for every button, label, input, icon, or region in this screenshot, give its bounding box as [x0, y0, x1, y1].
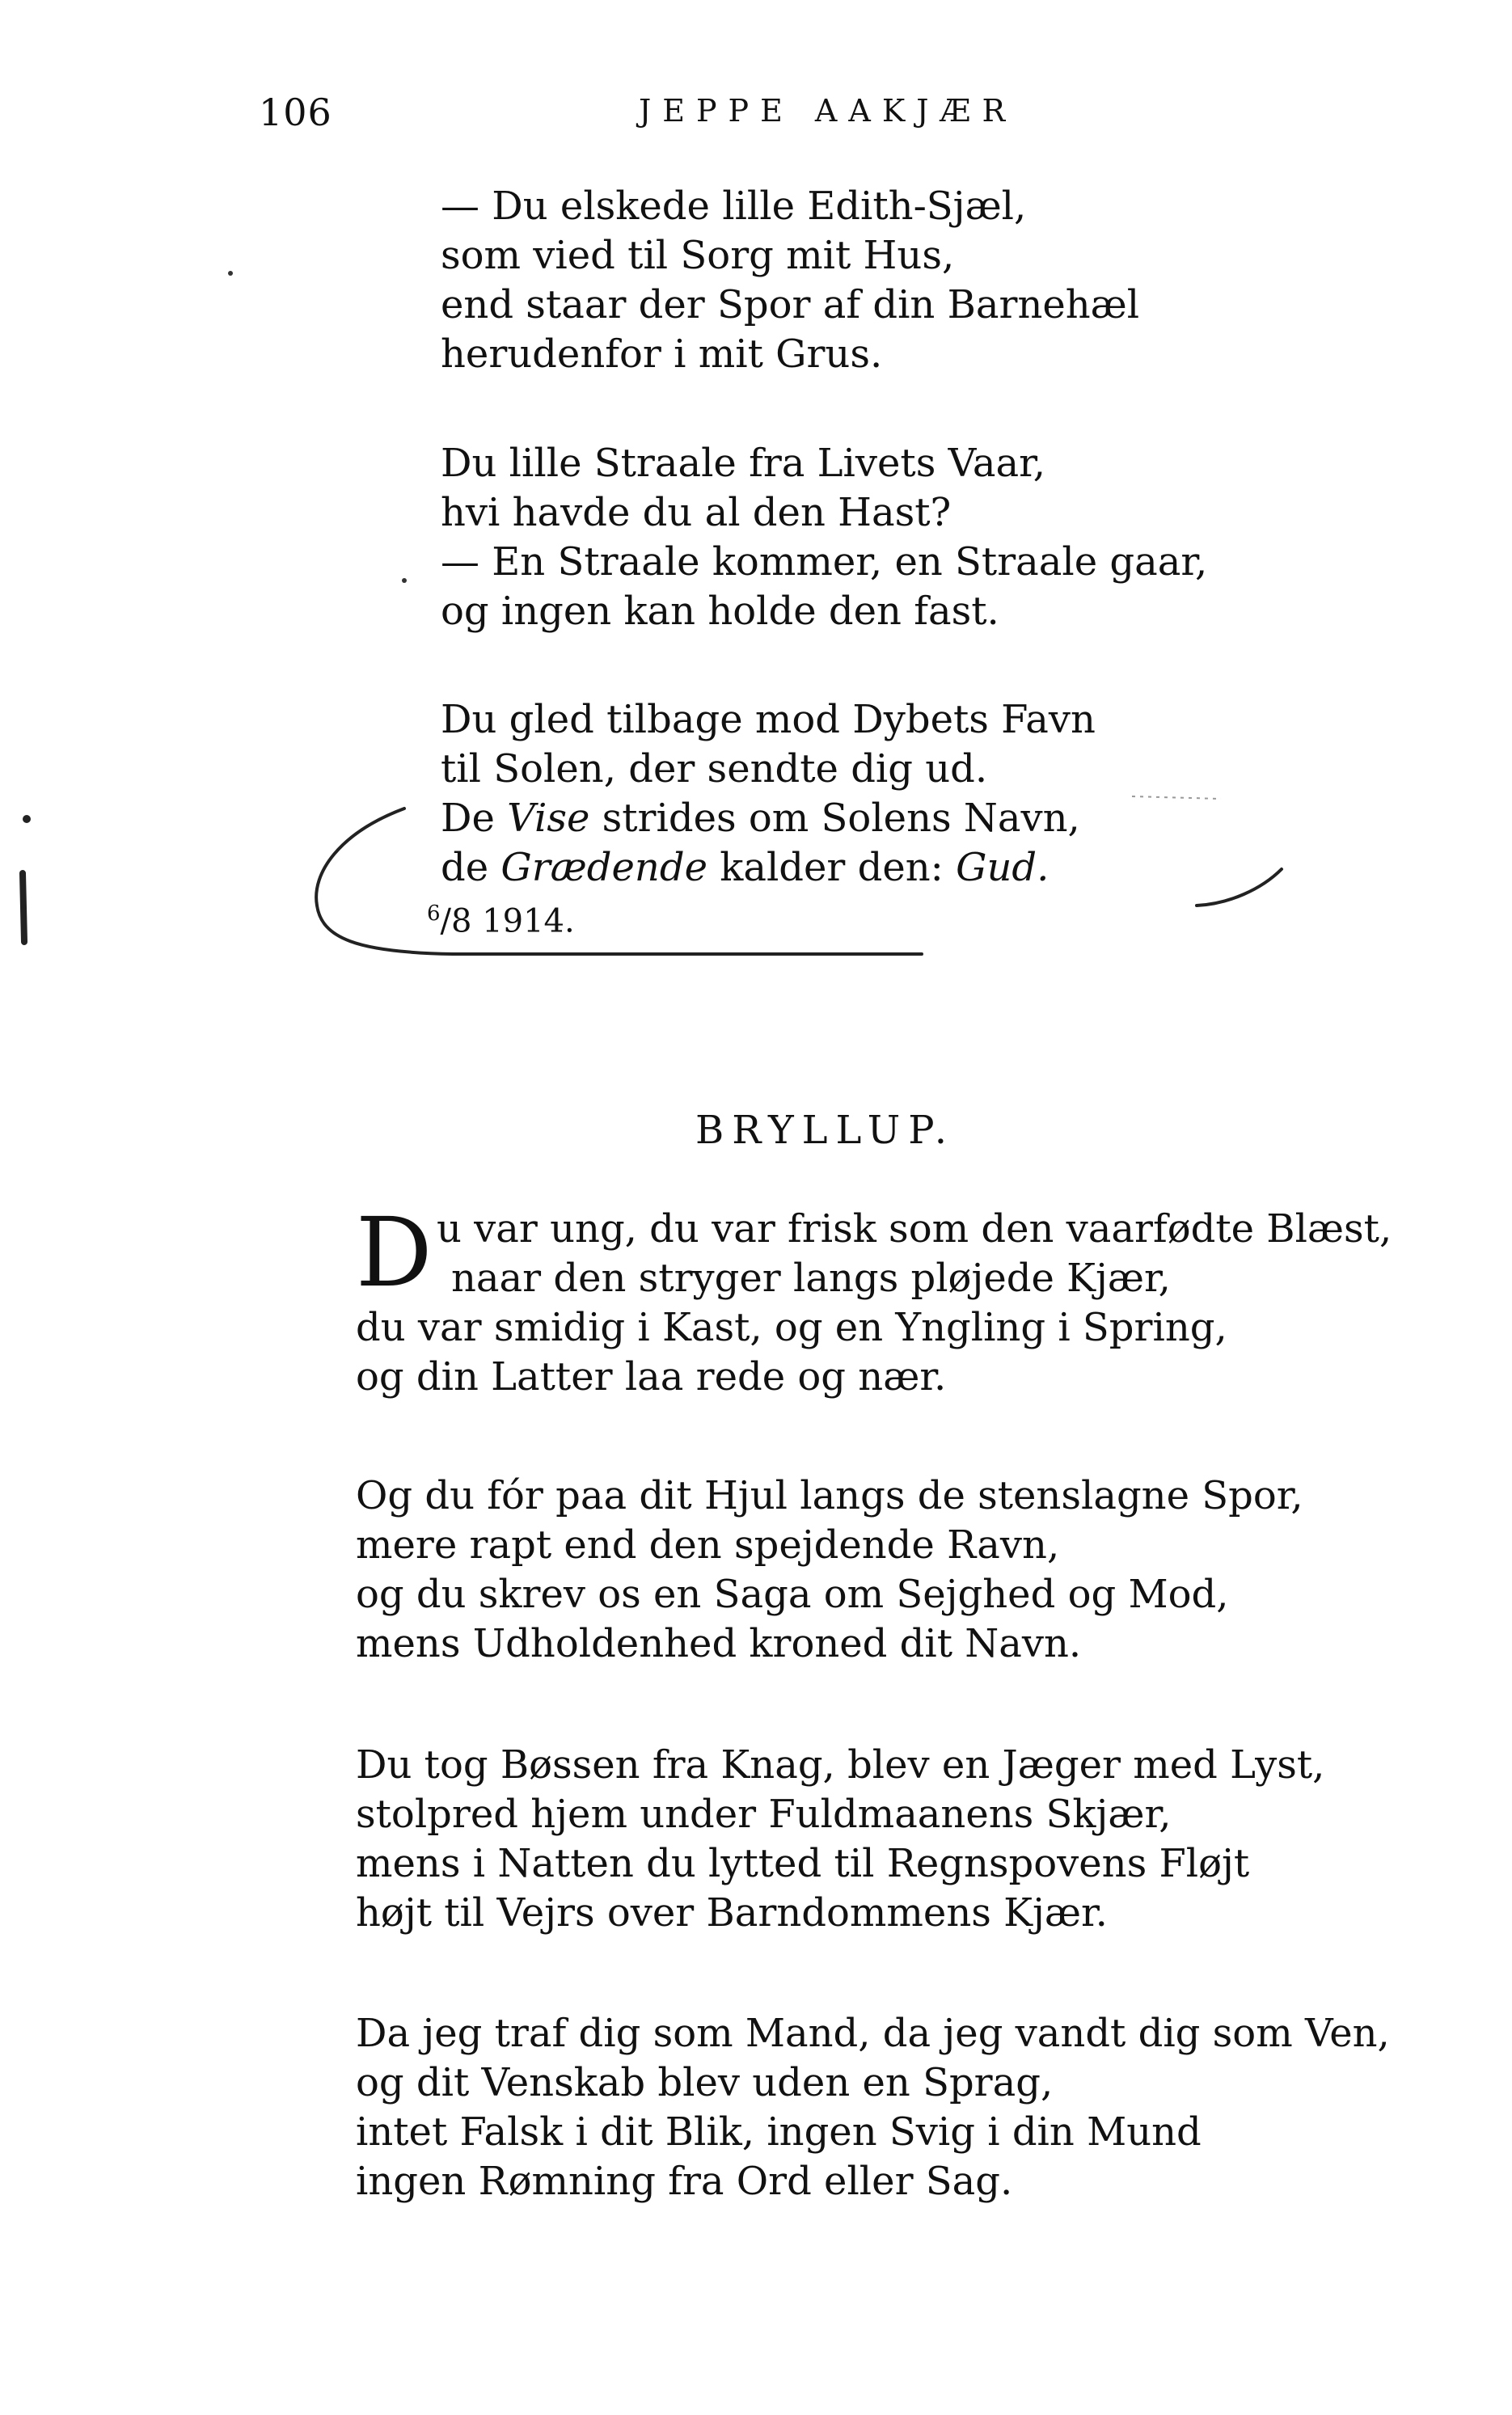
verse-line: og ingen kan holde den fast.	[441, 589, 999, 634]
date-year: 1914.	[482, 902, 575, 940]
poem2-stanza-1	[356, 1197, 1392, 1402]
verse-line: til Solen, der sendte dig ud.	[441, 746, 988, 792]
verse-line: mens i Natten du lytted til Regnspovens Fløjt	[356, 1841, 1250, 1886]
verse-italic: Gud.	[956, 845, 1050, 890]
date-day: 6	[427, 901, 441, 926]
verse-line: — Du elskede lille Edith-Sjæl,	[441, 184, 1027, 229]
verse-line: Du tog Bøssen fra Knag, blev en Jæger med Lyst,	[356, 1742, 1325, 1788]
verse-line: højt til Vejrs over Barndommens Kjær.	[356, 1890, 1108, 1936]
verse-line: du var smidig i Kast, og en Yngling i Spring,	[356, 1305, 1227, 1350]
verse-fragment: strides om Solens Navn,	[589, 796, 1080, 841]
poem2-stanza-2	[356, 1471, 1303, 1669]
date-month: 8	[451, 902, 472, 940]
poem-date: $^6$/8 1914.	[427, 901, 575, 940]
verse-line: Da jeg traf dig som Mand, da jeg vandt dig som Ven,	[356, 2011, 1390, 2056]
verse-line: u var ung, du var frisk som den vaarfødte Blæst,	[437, 1206, 1392, 1252]
poem2-stanza-3	[356, 1741, 1324, 1938]
verse-italic: Grædende	[500, 845, 707, 890]
verse-line: som vied til Sorg mit Hus,	[441, 233, 955, 278]
verse-line: Du lille Straale fra Livets Vaar,	[441, 441, 1046, 486]
verse-line: herudenfor i mit Grus.	[441, 331, 883, 377]
verse-line: Og du fór paa dit Hjul langs de stenslagne Spor,	[356, 1473, 1303, 1518]
verse-fragment: De	[441, 796, 508, 841]
verse-line: stolpred hjem under Fuldmaanens Skjær,	[356, 1792, 1172, 1837]
verse-fragment: de	[441, 845, 501, 890]
drop-cap: D	[356, 1197, 433, 1308]
running-title: JEPPE AAKJÆR	[639, 93, 1017, 129]
poem2-stanza-4	[356, 2009, 1390, 2206]
verse-line: ingen Rømning fra Ord eller Sag.	[356, 2159, 1013, 2204]
verse-line: intet Falsk i dit Blik, ingen Svig i din Mund	[356, 2109, 1202, 2155]
verse-line: og du skrev os en Saga om Sejghed og Mod,	[356, 1572, 1229, 1617]
verse-line: og din Latter laa rede og nær.	[356, 1354, 947, 1400]
verse-fragment: kalder den:	[707, 845, 957, 890]
page-number: 106	[259, 91, 332, 134]
verse-line: end staar der Spor af din Barnehæl	[441, 282, 1140, 327]
verse-line: mens Udholdenhed kroned dit Navn.	[356, 1621, 1082, 1666]
verse-line: hvi havde du al den Hast?	[441, 490, 952, 535]
verse-line: naar den stryger langs pløjede Kjær,	[451, 1256, 1171, 1301]
verse-line: Du gled tilbage mod Dybets Favn	[441, 697, 1096, 742]
verse-italic: Vise	[507, 796, 590, 841]
verse-line: og dit Venskab blev uden en Sprag,	[356, 2060, 1054, 2105]
verse-line: mere rapt end den spejdende Ravn,	[356, 1522, 1060, 1568]
poem-title: BRYLLUP.	[695, 1108, 956, 1153]
verse-line: — En Straale kommer, en Straale gaar,	[441, 539, 1208, 585]
